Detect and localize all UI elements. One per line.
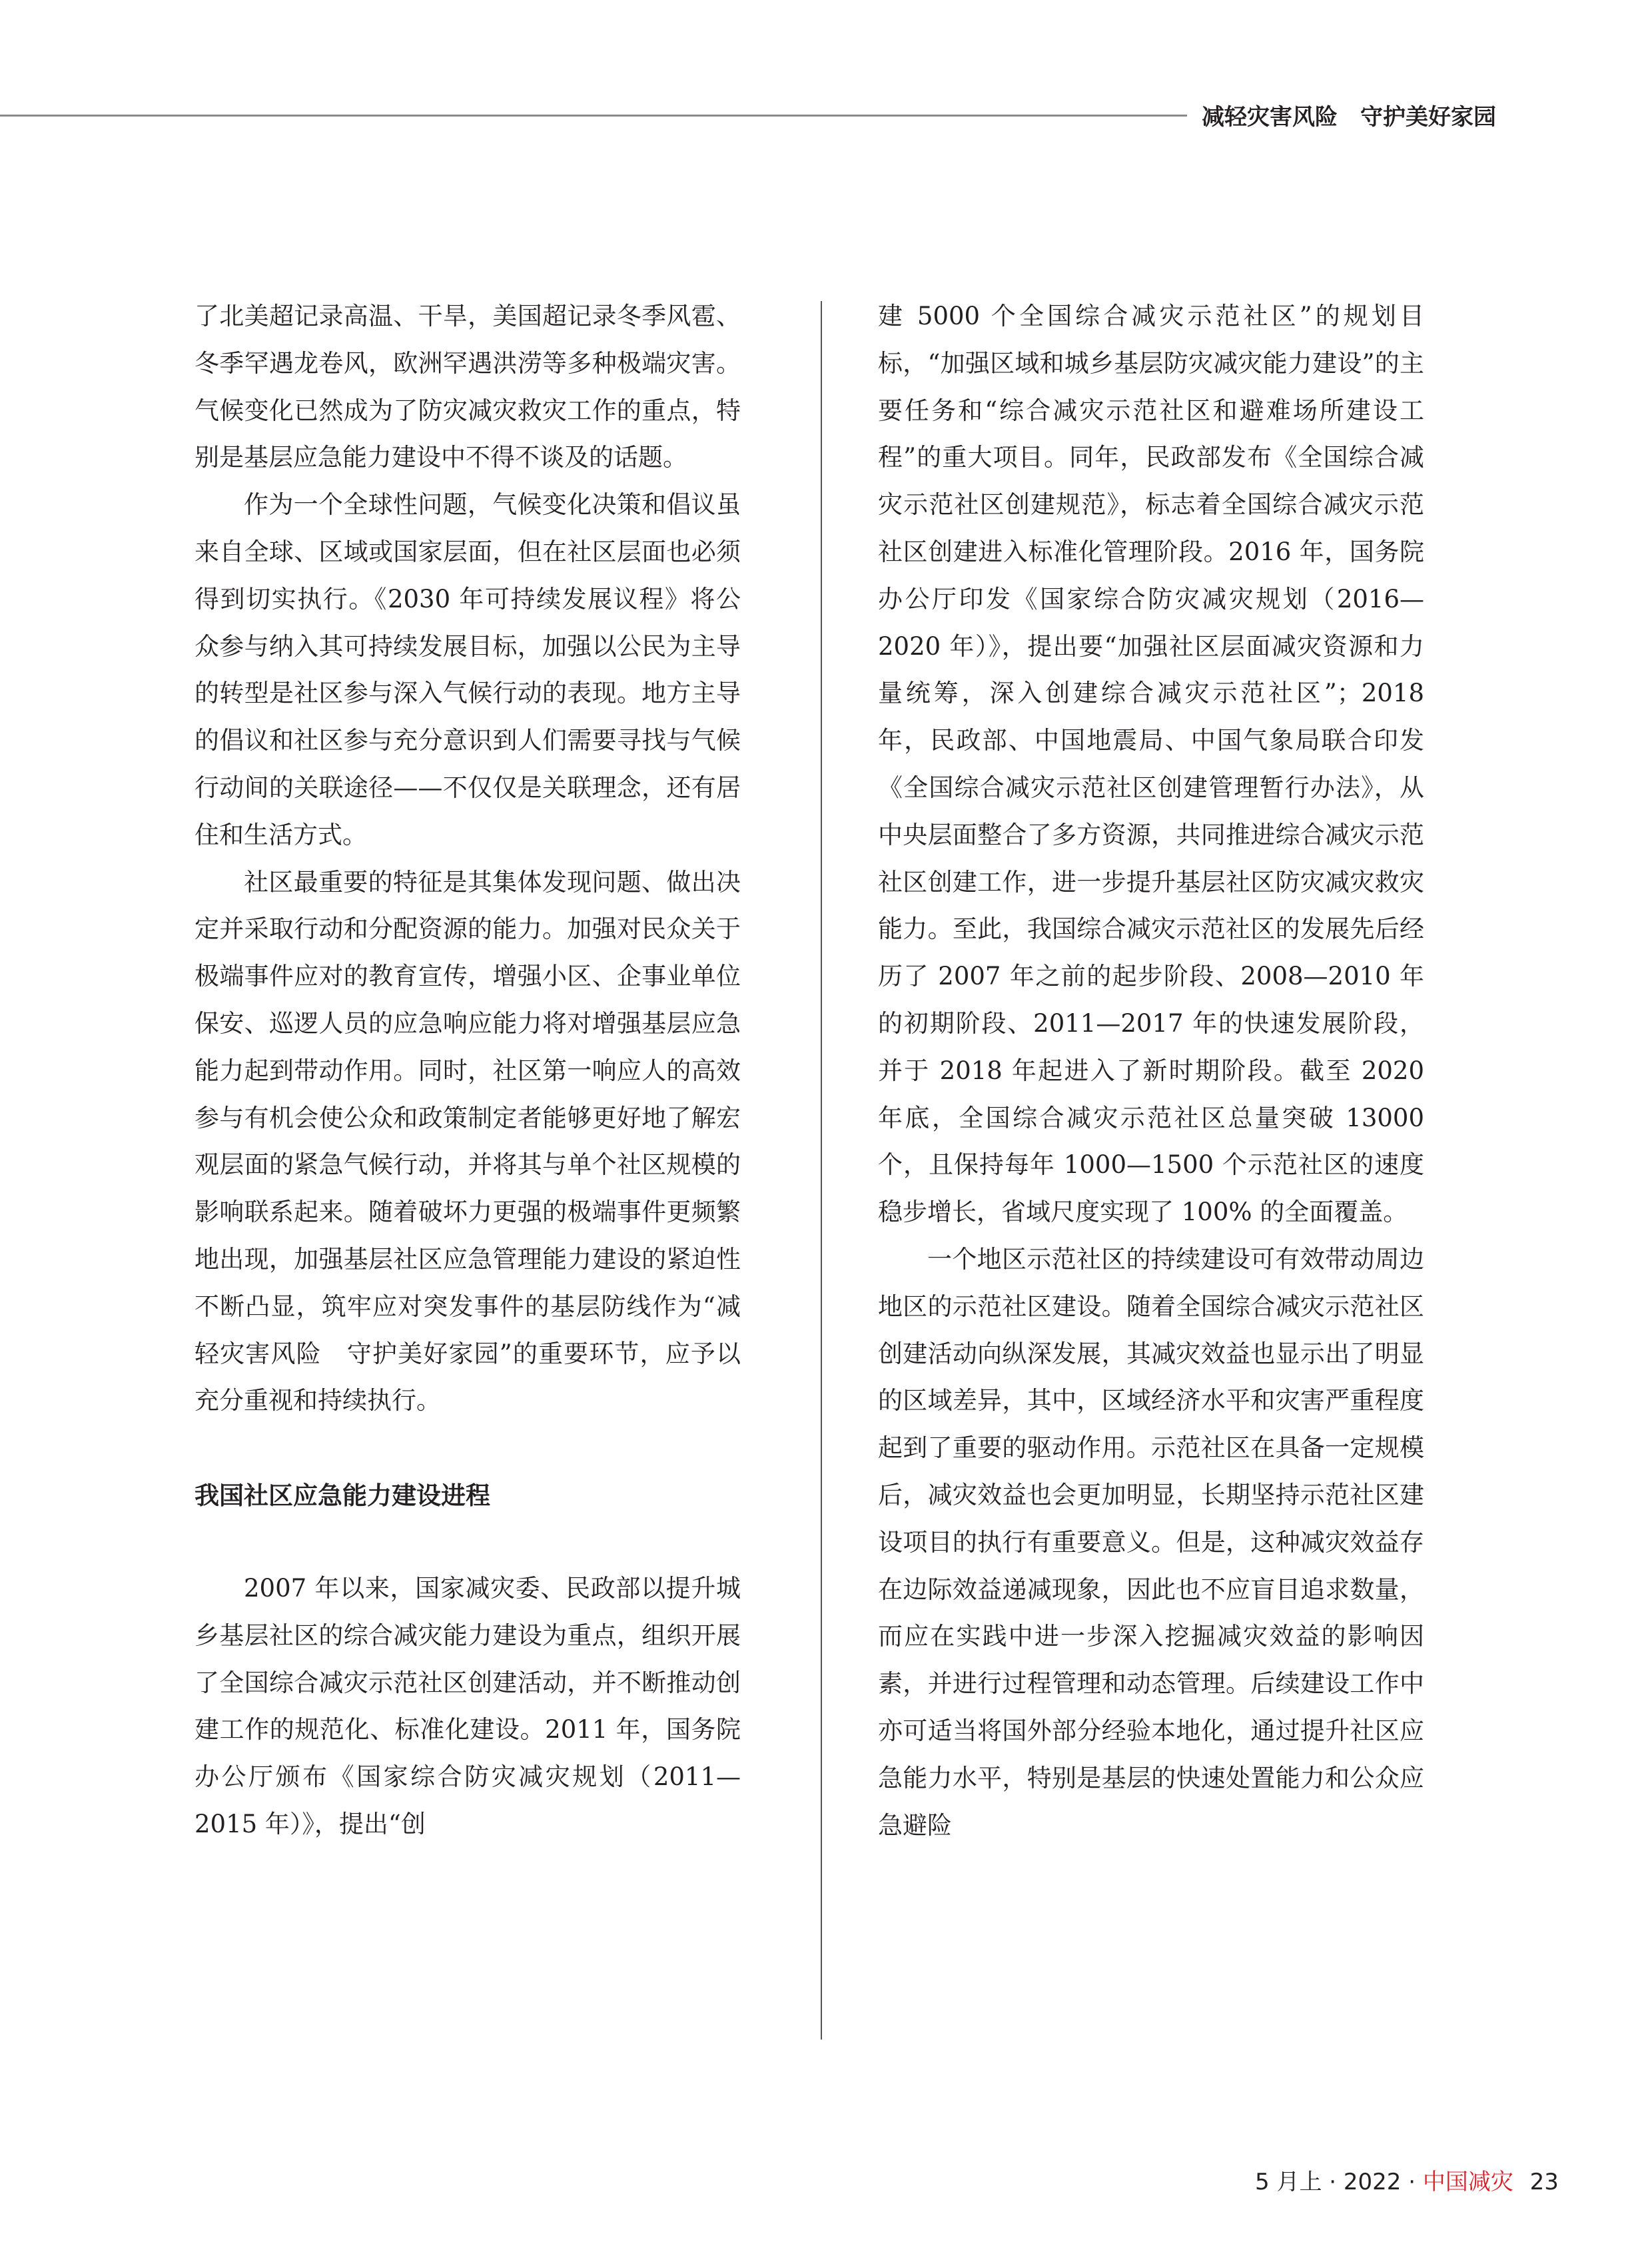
left-column [195, 293, 741, 1848]
header-rule [0, 115, 1187, 117]
section-header-tag: 减轻灾害风险 守护美好家园 [1202, 104, 1496, 131]
footer-issue: 5 月上 · 2022 · [1255, 2169, 1416, 2195]
right-paragraph-1: 建 5000 个全国综合减灾示范社区”的规划目标，“加强区域和城乡基层防灾减灾能力建设”的主要任务和“综合减灾示范社区和避难场所建设工程”的重大项目。同年，民政部发布《全国综合减灾示范社区创建规范》，标志着全国综合减灾示范社区创建进入标准化管理阶段。2016 年，国务院办公厅印发《国家综合防灾减灾规划（2016—2020 年）》，提出要“加强社区层面减灾资源和力量统筹，深入创建综合减灾示范社区”；2018 年，民政部、中国地震局、中国气象局联合印发《全国综合减灾示范社区创建管理暂行办法》，从中央层面整合了多方资源，共同推进综合减灾示范社区创建工作，进一步提升基层社区防灾减灾救灾能力。至此，我国综合减灾示范社区的发展先后经历了 2007 年之前的起步阶段、2008—2010 年的初期阶段、2011—2017 年的快速发展阶段，并于 2018 年起进入了新时期阶段。截至 2020 年底，全国综合减灾示范社区总量突破 13000 个，且保持每年 1000—1500 个示范社区的速度稳步增长，省域尺度实现了 100% 的全面覆盖。 [878, 302, 1424, 1227]
footer-magazine-name: 中国减灾 [1422, 2169, 1513, 2195]
left-paragraph-4: 2007 年以来，国家减灾委、民政部以提升城乡基层社区的综合减灾能力建设为重点，组织开展了全国综合减灾示范社区创建活动，并不断推动创建工作的规范化、标准化建设。2011 年，国务院办公厅颁布《国家综合防灾减灾规划（2011—2015 年）》，提出“创 [195, 1573, 741, 1838]
left-paragraph-1: 了北美超记录高温、干旱，美国超记录冬季风雹、冬季罕遇龙卷风，欧洲罕遇洪涝等多种极端灾害。气候变化已然成为了防灾减灾救灾工作的重点，特别是基层应急能力建设中不得不谈及的话题。 [195, 302, 741, 472]
section-heading: 我国社区应急能力建设进程 [195, 1481, 490, 1511]
right-column [878, 293, 1424, 1849]
left-paragraph-2: 作为一个全球性问题，气候变化决策和倡议虽来自全球、区域或国家层面，但在社区层面也必须得到切实执行。《2030 年可持续发展议程》将公众参与纳入其可持续发展目标，加强以公民为主导的转型是社区参与深入气候行动的表现。地方主导的倡议和社区参与充分意识到人们需要寻找与气候行动间的关联途径——不仅仅是关联理念，还有居住和生活方式。 [195, 490, 741, 849]
page-footer [1255, 2163, 1559, 2196]
left-paragraph-3: 社区最重要的特征是其集体发现问题、做出决定并采取行动和分配资源的能力。加强对民众关于极端事件应对的教育宣传，增强小区、企事业单位保安、巡逻人员的应急响应能力将对增强基层应急能力起到带动作用。同时，社区第一响应人的高效参与有机会使公众和政策制定者能够更好地了解宏观层面的紧急气候行动，并将其与单个社区规模的影响联系起来。随着破坏力更强的极端事件更频繁地出现，加强基层社区应急管理能力建设的紧迫性不断凸显，筑牢应对突发事件的基层防线作为“减轻灾害风险 守护美好家园”的重要环节，应予以充分重视和持续执行。 [195, 867, 741, 1415]
right-paragraph-2: 一个地区示范社区的持续建设可有效带动周边地区的示范社区建设。随着全国综合减灾示范社区创建活动向纵深发展，其减灾效益也显示出了明显的区域差异，其中，区域经济水平和灾害严重程度起到了重要的驱动作用。示范社区在具备一定规模后，减灾效益也会更加明显，长期坚持示范社区建设项目的执行有重要意义。但是，这种减灾效益存在边际效益递减现象，因此也不应盲目追求数量，而应在实践中进一步深入挖掘减灾效益的影响因素，并进行过程管理和动态管理。后续建设工作中亦可适当将国外部分经验本地化，通过提升社区应急能力水平，特别是基层的快速处置能力和公众应急避险 [878, 1244, 1424, 1840]
column-divider [821, 301, 822, 2040]
page-number: 23 [1529, 2169, 1559, 2195]
